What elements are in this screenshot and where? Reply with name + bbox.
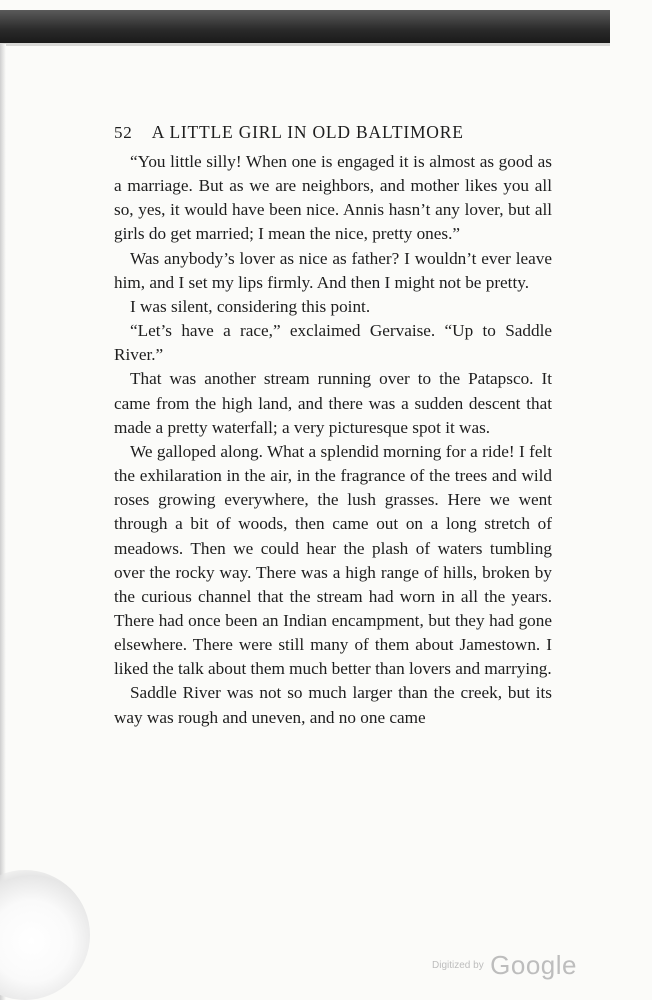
scan-left-edge [0,44,6,1000]
running-head [114,122,554,150]
google-logo: Google [490,950,577,980]
paragraph: Saddle River was not so much larger than the creek, but its way was rough and uneven, and no one came [114,683,552,727]
running-title: A LITTLE GIRL IN OLD BALTIMORE [151,122,464,142]
paragraph: “Let’s have a race,” exclaimed Gervaise. “Up to Saddle River.” [114,321,552,365]
paragraph: We galloped along. What a splendid morning for a ride! I felt the exhilaration in the air, in the fragrance of the trees and wild roses growing everywhere, the lush grasses. Here we went through a bit of woods, then came out on a long stretch of meadows. Then we could hear the plash of waters tumbling over the rocky way. There was a high range of hills, broken by the curious channel that the stream had worn in all the years. There had once been an Indian encampment, but they had gone elsewhere. There were still many of them about Jamestown. I liked the talk about them much better than lovers and marrying. [114,441,552,679]
paragraph: “You little silly! When one is engaged it is almost as good as a marriage. But as we are neighbors, and mother likes you all so, yes, it would have been nice. Annis hasn’t any lover, but all girls do get married; I mean the nice, pretty ones.” [114,152,552,244]
watermark-prefix: Digitized by [432,960,484,971]
paragraph: I was silent, considering this point. [130,296,371,316]
paragraph: That was another stream running over to the Patapsco. It came from the high land, and there was a sudden descent that made a pretty waterfall; a very picturesque spot it was. [114,369,552,437]
scan-top-bar [0,10,610,43]
scan-top-edge [0,43,610,46]
scan-thumb-mark [0,870,90,1000]
page-number: 52 [114,123,133,142]
body-text [114,150,552,730]
digitized-watermark [432,950,577,984]
paragraph: Was anybody’s lover as nice as father? I wouldn’t ever leave him, and I set my lips firmly. And then I might not be pretty. [114,248,552,292]
